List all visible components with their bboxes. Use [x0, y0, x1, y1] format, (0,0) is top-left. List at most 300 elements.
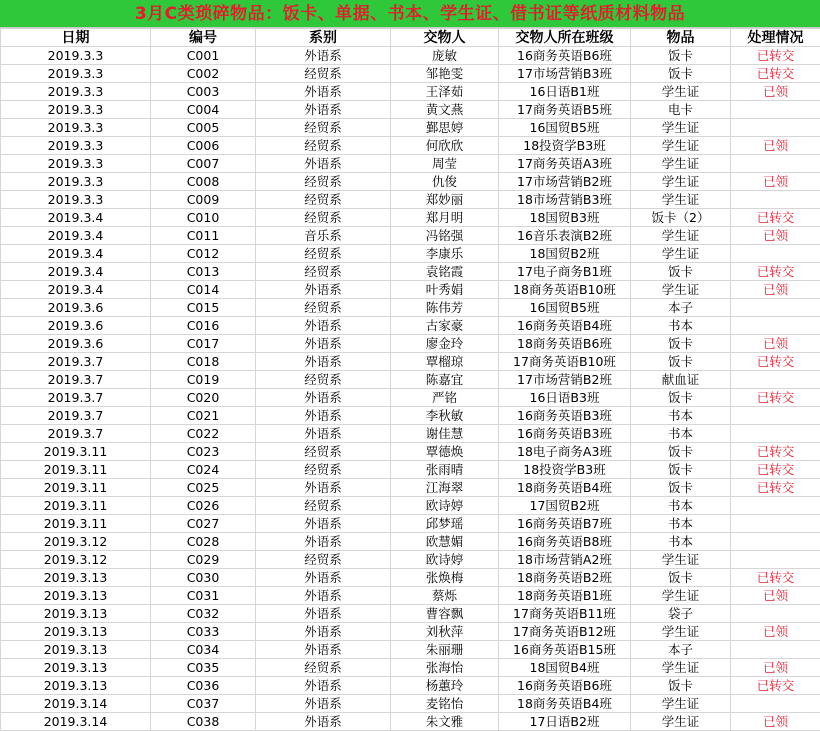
- cell-status[interactable]: [731, 101, 820, 119]
- cell-submitter[interactable]: 欧诗婷: [391, 551, 499, 569]
- cell-date[interactable]: 2019.3.13: [1, 677, 151, 695]
- cell-id[interactable]: C013: [151, 263, 256, 281]
- cell-date[interactable]: 2019.3.7: [1, 425, 151, 443]
- cell-id[interactable]: C006: [151, 137, 256, 155]
- cell-status[interactable]: [731, 695, 820, 713]
- cell-id[interactable]: C028: [151, 533, 256, 551]
- cell-status[interactable]: 已转交: [731, 461, 820, 479]
- cell-date[interactable]: 2019.3.3: [1, 173, 151, 191]
- table-row: [1, 677, 820, 695]
- cell-date[interactable]: 2019.3.11: [1, 443, 151, 461]
- cell-class[interactable]: 16商务英语B6班: [499, 677, 631, 695]
- cell-item[interactable]: 书本: [631, 425, 731, 443]
- cell-class[interactable]: 16商务英语B15班: [499, 641, 631, 659]
- table-row: [1, 47, 820, 65]
- cell-department[interactable]: 经贸系: [256, 371, 391, 389]
- cell-id[interactable]: C015: [151, 299, 256, 317]
- cell-item[interactable]: 学生证: [631, 551, 731, 569]
- cell-date[interactable]: 2019.3.6: [1, 335, 151, 353]
- cell-department[interactable]: 经贸系: [256, 551, 391, 569]
- cell-class[interactable]: 18商务英语B6班: [499, 335, 631, 353]
- cell-item[interactable]: 学生证: [631, 713, 731, 731]
- cell-class[interactable]: 16国贸B5班: [499, 299, 631, 317]
- cell-submitter[interactable]: 欧慧媚: [391, 533, 499, 551]
- cell-class[interactable]: 18电子商务A3班: [499, 443, 631, 461]
- cell-status[interactable]: 已转交: [731, 209, 820, 227]
- cell-status[interactable]: 已领: [731, 137, 820, 155]
- cell-department[interactable]: 外语系: [256, 155, 391, 173]
- cell-date[interactable]: 2019.3.3: [1, 101, 151, 119]
- cell-id[interactable]: C029: [151, 551, 256, 569]
- cell-department[interactable]: 音乐系: [256, 227, 391, 245]
- cell-status[interactable]: 已转交: [731, 65, 820, 83]
- cell-item[interactable]: 饭卡（2）: [631, 209, 731, 227]
- cell-date[interactable]: 2019.3.3: [1, 65, 151, 83]
- cell-status[interactable]: 已转交: [731, 569, 820, 587]
- table-row: [1, 227, 820, 245]
- cell-date[interactable]: 2019.3.3: [1, 155, 151, 173]
- cell-item[interactable]: 书本: [631, 533, 731, 551]
- header-item[interactable]: 物品: [631, 29, 731, 47]
- table-row: [1, 551, 820, 569]
- cell-item[interactable]: 本子: [631, 299, 731, 317]
- cell-id[interactable]: C038: [151, 713, 256, 731]
- cell-class[interactable]: 17市场营销B2班: [499, 173, 631, 191]
- cell-department[interactable]: 外语系: [256, 641, 391, 659]
- cell-department[interactable]: 经贸系: [256, 119, 391, 137]
- cell-date[interactable]: 2019.3.3: [1, 83, 151, 101]
- cell-item[interactable]: 饭卡: [631, 443, 731, 461]
- cell-status[interactable]: [731, 551, 820, 569]
- cell-status[interactable]: 已转交: [731, 263, 820, 281]
- table-row: [1, 83, 820, 101]
- table-row: [1, 497, 820, 515]
- cell-item[interactable]: 学生证: [631, 137, 731, 155]
- header-status[interactable]: 处理情况: [731, 29, 820, 47]
- header-class[interactable]: 交物人所在班级: [499, 29, 631, 47]
- cell-department[interactable]: 外语系: [256, 389, 391, 407]
- cell-status[interactable]: [731, 533, 820, 551]
- table-row: [1, 263, 820, 281]
- cell-class[interactable]: 17日语B2班: [499, 713, 631, 731]
- cell-item[interactable]: 学生证: [631, 227, 731, 245]
- cell-status[interactable]: [731, 371, 820, 389]
- cell-date[interactable]: 2019.3.6: [1, 317, 151, 335]
- cell-id[interactable]: C005: [151, 119, 256, 137]
- cell-department[interactable]: 外语系: [256, 623, 391, 641]
- cell-department[interactable]: 外语系: [256, 533, 391, 551]
- cell-item[interactable]: 学生证: [631, 173, 731, 191]
- cell-item[interactable]: 学生证: [631, 155, 731, 173]
- cell-item[interactable]: 学生证: [631, 695, 731, 713]
- cell-department[interactable]: 经贸系: [256, 497, 391, 515]
- cell-class[interactable]: 16日语B1班: [499, 83, 631, 101]
- cell-date[interactable]: 2019.3.11: [1, 461, 151, 479]
- cell-class[interactable]: 18商务英语B10班: [499, 281, 631, 299]
- cell-submitter[interactable]: 王泽茹: [391, 83, 499, 101]
- cell-submitter[interactable]: 麦铭怡: [391, 695, 499, 713]
- cell-class[interactable]: 16国贸B5班: [499, 119, 631, 137]
- cell-date[interactable]: 2019.3.11: [1, 479, 151, 497]
- sheet-title[interactable]: 3月C类琐碎物品：饭卡、单据、书本、学生证、借书证等纸质材料物品: [0, 0, 820, 28]
- cell-class[interactable]: 16商务英语B3班: [499, 407, 631, 425]
- cell-id[interactable]: C020: [151, 389, 256, 407]
- cell-id[interactable]: C037: [151, 695, 256, 713]
- cell-submitter[interactable]: 张雨晴: [391, 461, 499, 479]
- table-row: [1, 209, 820, 227]
- cell-department[interactable]: 外语系: [256, 713, 391, 731]
- cell-submitter[interactable]: 周莹: [391, 155, 499, 173]
- cell-class[interactable]: 18国贸B3班: [499, 209, 631, 227]
- cell-item[interactable]: 饭卡: [631, 65, 731, 83]
- cell-item[interactable]: 学生证: [631, 83, 731, 101]
- cell-item[interactable]: 书本: [631, 317, 731, 335]
- table-row: [1, 155, 820, 173]
- cell-status[interactable]: 已领: [731, 713, 820, 731]
- cell-id[interactable]: C003: [151, 83, 256, 101]
- cell-submitter[interactable]: 覃榴琼: [391, 353, 499, 371]
- cell-status[interactable]: 已转交: [731, 47, 820, 65]
- cell-class[interactable]: 18商务英语B4班: [499, 479, 631, 497]
- cell-status[interactable]: 已转交: [731, 677, 820, 695]
- cell-status[interactable]: [731, 407, 820, 425]
- cell-class[interactable]: 18投资学B3班: [499, 137, 631, 155]
- cell-submitter[interactable]: 叶秀娟: [391, 281, 499, 299]
- cell-date[interactable]: 2019.3.14: [1, 713, 151, 731]
- cell-id[interactable]: C007: [151, 155, 256, 173]
- cell-submitter[interactable]: 欧诗婷: [391, 497, 499, 515]
- cell-status[interactable]: 已领: [731, 659, 820, 677]
- cell-department[interactable]: 外语系: [256, 515, 391, 533]
- cell-id[interactable]: C008: [151, 173, 256, 191]
- cell-status[interactable]: [731, 515, 820, 533]
- table-row: [1, 569, 820, 587]
- cell-department[interactable]: 外语系: [256, 281, 391, 299]
- cell-department[interactable]: 外语系: [256, 407, 391, 425]
- header-submitter[interactable]: 交物人: [391, 29, 499, 47]
- table-row: [1, 119, 820, 137]
- cell-submitter[interactable]: 古家豪: [391, 317, 499, 335]
- cell-submitter[interactable]: 郑月明: [391, 209, 499, 227]
- cell-date[interactable]: 2019.3.14: [1, 695, 151, 713]
- cell-id[interactable]: C022: [151, 425, 256, 443]
- table-row: [1, 389, 820, 407]
- cell-item[interactable]: 饭卡: [631, 479, 731, 497]
- cell-date[interactable]: 2019.3.3: [1, 191, 151, 209]
- cell-id[interactable]: C031: [151, 587, 256, 605]
- cell-date[interactable]: 2019.3.11: [1, 497, 151, 515]
- cell-status[interactable]: [731, 317, 820, 335]
- table-row: [1, 713, 820, 731]
- cell-submitter[interactable]: 鄞思婷: [391, 119, 499, 137]
- cell-item[interactable]: 饭卡: [631, 569, 731, 587]
- cell-id[interactable]: C011: [151, 227, 256, 245]
- cell-date[interactable]: 2019.3.3: [1, 119, 151, 137]
- cell-status[interactable]: 已领: [731, 227, 820, 245]
- table-row: [1, 407, 820, 425]
- cell-class[interactable]: 16商务英语B7班: [499, 515, 631, 533]
- cell-submitter[interactable]: 杨蕙玲: [391, 677, 499, 695]
- cell-date[interactable]: 2019.3.13: [1, 587, 151, 605]
- cell-date[interactable]: 2019.3.3: [1, 137, 151, 155]
- cell-item[interactable]: 饭卡: [631, 47, 731, 65]
- cell-item[interactable]: 饭卡: [631, 677, 731, 695]
- cell-class[interactable]: 17商务英语B10班: [499, 353, 631, 371]
- cell-department[interactable]: 外语系: [256, 677, 391, 695]
- cell-department[interactable]: 外语系: [256, 479, 391, 497]
- cell-class[interactable]: 17商务英语A3班: [499, 155, 631, 173]
- table-row: [1, 137, 820, 155]
- cell-item[interactable]: 本子: [631, 641, 731, 659]
- table-row: [1, 335, 820, 353]
- cell-item[interactable]: 学生证: [631, 659, 731, 677]
- cell-status[interactable]: 已领: [731, 173, 820, 191]
- cell-date[interactable]: 2019.3.13: [1, 659, 151, 677]
- cell-id[interactable]: C026: [151, 497, 256, 515]
- cell-date[interactable]: 2019.3.12: [1, 551, 151, 569]
- cell-class[interactable]: 16商务英语B6班: [499, 47, 631, 65]
- cell-submitter[interactable]: 冯铭强: [391, 227, 499, 245]
- header-id[interactable]: 编号: [151, 29, 256, 47]
- cell-item[interactable]: 学生证: [631, 245, 731, 263]
- cell-status[interactable]: 已领: [731, 623, 820, 641]
- cell-class[interactable]: 18国贸B4班: [499, 659, 631, 677]
- cell-date[interactable]: 2019.3.4: [1, 245, 151, 263]
- cell-department[interactable]: 外语系: [256, 83, 391, 101]
- cell-item[interactable]: 袋子: [631, 605, 731, 623]
- cell-department[interactable]: 经贸系: [256, 191, 391, 209]
- cell-class[interactable]: 17电子商务B1班: [499, 263, 631, 281]
- cell-item[interactable]: 书本: [631, 407, 731, 425]
- cell-submitter[interactable]: 刘秋萍: [391, 623, 499, 641]
- cell-status[interactable]: 已转交: [731, 389, 820, 407]
- cell-submitter[interactable]: 朱丽珊: [391, 641, 499, 659]
- cell-id[interactable]: C033: [151, 623, 256, 641]
- cell-class[interactable]: 16音乐表演B2班: [499, 227, 631, 245]
- cell-status[interactable]: 已转交: [731, 353, 820, 371]
- cell-class[interactable]: 18市场营销B3班: [499, 191, 631, 209]
- cell-id[interactable]: C019: [151, 371, 256, 389]
- cell-department[interactable]: 外语系: [256, 425, 391, 443]
- cell-id[interactable]: C016: [151, 317, 256, 335]
- cell-submitter[interactable]: 邹艳雯: [391, 65, 499, 83]
- cell-department[interactable]: 经贸系: [256, 173, 391, 191]
- cell-class[interactable]: 16日语B3班: [499, 389, 631, 407]
- cell-submitter[interactable]: 邱梦瑶: [391, 515, 499, 533]
- cell-item[interactable]: 饭卡: [631, 389, 731, 407]
- cell-submitter[interactable]: 仇俊: [391, 173, 499, 191]
- cell-submitter[interactable]: 黄文燕: [391, 101, 499, 119]
- cell-status[interactable]: [731, 299, 820, 317]
- table-row: [1, 317, 820, 335]
- cell-date[interactable]: 2019.3.11: [1, 515, 151, 533]
- cell-department[interactable]: 经贸系: [256, 263, 391, 281]
- cell-id[interactable]: C010: [151, 209, 256, 227]
- cell-id[interactable]: C018: [151, 353, 256, 371]
- cell-department[interactable]: 经贸系: [256, 659, 391, 677]
- cell-department[interactable]: 经贸系: [256, 245, 391, 263]
- cell-id[interactable]: C001: [151, 47, 256, 65]
- cell-item[interactable]: 饭卡: [631, 263, 731, 281]
- cell-status[interactable]: [731, 605, 820, 623]
- cell-item[interactable]: 学生证: [631, 119, 731, 137]
- cell-class[interactable]: 18商务英语B4班: [499, 695, 631, 713]
- cell-date[interactable]: 2019.3.7: [1, 407, 151, 425]
- cell-date[interactable]: 2019.3.7: [1, 389, 151, 407]
- cell-department[interactable]: 外语系: [256, 569, 391, 587]
- cell-class[interactable]: 17商务英语B11班: [499, 605, 631, 623]
- cell-status[interactable]: [731, 155, 820, 173]
- cell-status[interactable]: 已领: [731, 587, 820, 605]
- cell-submitter[interactable]: 陈嘉宜: [391, 371, 499, 389]
- items-table: [0, 28, 820, 731]
- cell-date[interactable]: 2019.3.4: [1, 227, 151, 245]
- cell-class[interactable]: 16商务英语B3班: [499, 425, 631, 443]
- cell-department[interactable]: 经贸系: [256, 137, 391, 155]
- cell-status[interactable]: [731, 641, 820, 659]
- cell-status[interactable]: 已领: [731, 281, 820, 299]
- cell-date[interactable]: 2019.3.6: [1, 299, 151, 317]
- cell-class[interactable]: 17国贸B2班: [499, 497, 631, 515]
- cell-submitter[interactable]: 李秋敏: [391, 407, 499, 425]
- cell-item[interactable]: 饭卡: [631, 335, 731, 353]
- cell-id[interactable]: C023: [151, 443, 256, 461]
- cell-id[interactable]: C024: [151, 461, 256, 479]
- cell-class[interactable]: 17商务英语B5班: [499, 101, 631, 119]
- cell-item[interactable]: 学生证: [631, 281, 731, 299]
- cell-id[interactable]: C014: [151, 281, 256, 299]
- cell-id[interactable]: C035: [151, 659, 256, 677]
- cell-id[interactable]: C017: [151, 335, 256, 353]
- cell-status[interactable]: [731, 425, 820, 443]
- cell-class[interactable]: 17商务英语B12班: [499, 623, 631, 641]
- cell-department[interactable]: 外语系: [256, 101, 391, 119]
- cell-submitter[interactable]: 蔡烁: [391, 587, 499, 605]
- cell-class[interactable]: 17市场营销B2班: [499, 371, 631, 389]
- cell-department[interactable]: 经贸系: [256, 65, 391, 83]
- cell-id[interactable]: C012: [151, 245, 256, 263]
- cell-id[interactable]: C009: [151, 191, 256, 209]
- cell-item[interactable]: 献血证: [631, 371, 731, 389]
- cell-class[interactable]: 16商务英语B8班: [499, 533, 631, 551]
- cell-submitter[interactable]: 江海翠: [391, 479, 499, 497]
- cell-date[interactable]: 2019.3.13: [1, 623, 151, 641]
- cell-department[interactable]: 经贸系: [256, 209, 391, 227]
- cell-date[interactable]: 2019.3.13: [1, 605, 151, 623]
- cell-department[interactable]: 外语系: [256, 335, 391, 353]
- table-row: [1, 353, 820, 371]
- table-row: [1, 623, 820, 641]
- cell-status[interactable]: [731, 245, 820, 263]
- cell-status[interactable]: [731, 497, 820, 515]
- cell-class[interactable]: 16商务英语B4班: [499, 317, 631, 335]
- cell-status[interactable]: 已转交: [731, 479, 820, 497]
- header-department[interactable]: 系别: [256, 29, 391, 47]
- cell-submitter[interactable]: 廖金玲: [391, 335, 499, 353]
- cell-class[interactable]: 18商务英语B1班: [499, 587, 631, 605]
- cell-submitter[interactable]: 曹容飘: [391, 605, 499, 623]
- cell-status[interactable]: 已领: [731, 83, 820, 101]
- cell-date[interactable]: 2019.3.13: [1, 569, 151, 587]
- cell-submitter[interactable]: 陈伟芳: [391, 299, 499, 317]
- table-row: [1, 191, 820, 209]
- cell-item[interactable]: 学生证: [631, 587, 731, 605]
- cell-status[interactable]: [731, 119, 820, 137]
- cell-submitter[interactable]: 庞敏: [391, 47, 499, 65]
- table-row: [1, 515, 820, 533]
- cell-class[interactable]: 18市场营销A2班: [499, 551, 631, 569]
- cell-class[interactable]: 18商务英语B2班: [499, 569, 631, 587]
- cell-submitter[interactable]: 郑妙丽: [391, 191, 499, 209]
- table-row: [1, 101, 820, 119]
- cell-department[interactable]: 经贸系: [256, 443, 391, 461]
- table-row: [1, 479, 820, 497]
- header-date[interactable]: 日期: [1, 29, 151, 47]
- cell-class[interactable]: 18国贸B2班: [499, 245, 631, 263]
- cell-submitter[interactable]: 严铭: [391, 389, 499, 407]
- cell-date[interactable]: 2019.3.12: [1, 533, 151, 551]
- cell-id[interactable]: C004: [151, 101, 256, 119]
- cell-date[interactable]: 2019.3.4: [1, 281, 151, 299]
- cell-department[interactable]: 外语系: [256, 317, 391, 335]
- cell-submitter[interactable]: 袁铭霞: [391, 263, 499, 281]
- cell-item[interactable]: 电卡: [631, 101, 731, 119]
- cell-department[interactable]: 外语系: [256, 605, 391, 623]
- cell-id[interactable]: C021: [151, 407, 256, 425]
- cell-department[interactable]: 经贸系: [256, 461, 391, 479]
- cell-department[interactable]: 外语系: [256, 47, 391, 65]
- cell-submitter[interactable]: 张海怡: [391, 659, 499, 677]
- cell-id[interactable]: C034: [151, 641, 256, 659]
- cell-item[interactable]: 饭卡: [631, 461, 731, 479]
- cell-submitter[interactable]: 何欣欣: [391, 137, 499, 155]
- cell-item[interactable]: 书本: [631, 515, 731, 533]
- cell-submitter[interactable]: 朱文雅: [391, 713, 499, 731]
- cell-item[interactable]: 学生证: [631, 623, 731, 641]
- cell-date[interactable]: 2019.3.13: [1, 641, 151, 659]
- cell-department[interactable]: 外语系: [256, 353, 391, 371]
- cell-status[interactable]: 已领: [731, 335, 820, 353]
- cell-submitter[interactable]: 谢佳慧: [391, 425, 499, 443]
- cell-item[interactable]: 饭卡: [631, 353, 731, 371]
- cell-id[interactable]: C032: [151, 605, 256, 623]
- cell-status[interactable]: 已转交: [731, 443, 820, 461]
- table-row: [1, 371, 820, 389]
- cell-item[interactable]: 书本: [631, 497, 731, 515]
- cell-submitter[interactable]: 覃德焕: [391, 443, 499, 461]
- cell-item[interactable]: 学生证: [631, 191, 731, 209]
- cell-id[interactable]: C025: [151, 479, 256, 497]
- cell-date[interactable]: 2019.3.4: [1, 209, 151, 227]
- cell-status[interactable]: [731, 191, 820, 209]
- cell-department[interactable]: 外语系: [256, 695, 391, 713]
- cell-submitter[interactable]: 张焕梅: [391, 569, 499, 587]
- cell-id[interactable]: C030: [151, 569, 256, 587]
- cell-date[interactable]: 2019.3.7: [1, 371, 151, 389]
- cell-class[interactable]: 18投资学B3班: [499, 461, 631, 479]
- cell-id[interactable]: C002: [151, 65, 256, 83]
- cell-submitter[interactable]: 李康乐: [391, 245, 499, 263]
- cell-id[interactable]: C036: [151, 677, 256, 695]
- cell-id[interactable]: C027: [151, 515, 256, 533]
- cell-date[interactable]: 2019.3.7: [1, 353, 151, 371]
- cell-department[interactable]: 经贸系: [256, 299, 391, 317]
- table-row: [1, 659, 820, 677]
- cell-class[interactable]: 17市场营销B3班: [499, 65, 631, 83]
- cell-date[interactable]: 2019.3.3: [1, 47, 151, 65]
- cell-department[interactable]: 外语系: [256, 587, 391, 605]
- cell-date[interactable]: 2019.3.4: [1, 263, 151, 281]
